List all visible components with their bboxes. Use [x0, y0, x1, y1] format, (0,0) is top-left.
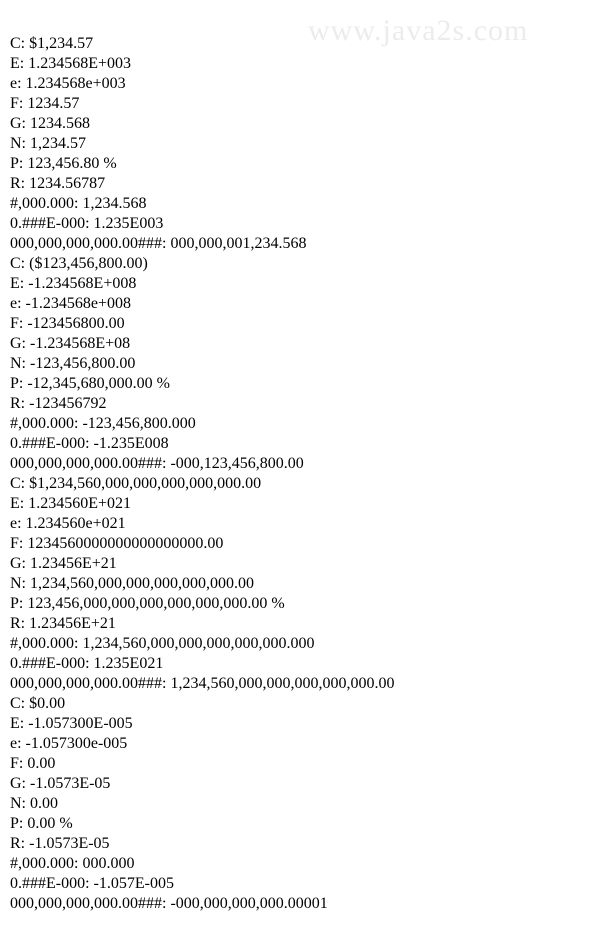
- output-line: 0.###E-000: -1.057E-005: [10, 875, 174, 892]
- output-line: C: $0.00: [10, 695, 66, 712]
- output-line: N: -123,456,800.00: [10, 355, 136, 372]
- output-line: #,000.000: 1,234,560,000,000,000,000,000.000: [10, 635, 315, 652]
- output-line: N: 0.00: [10, 795, 58, 812]
- output-line: P: 123,456.80 %: [10, 155, 117, 172]
- output-line: 000,000,000,000.00###: -000,000,000,000.00001: [10, 895, 328, 912]
- output-line: #,000.000: 000.000: [10, 855, 135, 872]
- output-line: R: -1.0573E-05: [10, 835, 110, 852]
- output-line: #,000.000: 1,234.568: [10, 195, 147, 212]
- output-line: P: 123,456,000,000,000,000,000,000.00 %: [10, 595, 285, 612]
- output-line: 000,000,000,000.00###: 000,000,001,234.568: [10, 235, 307, 252]
- output-line: P: 0.00 %: [10, 815, 73, 832]
- output-line: 0.###E-000: 1.235E003: [10, 215, 164, 232]
- output-line: e: 1.234560e+021: [10, 515, 126, 532]
- output-line: F: 0.00: [10, 755, 56, 772]
- output-line: e: -1.234568e+008: [10, 295, 131, 312]
- output-line: 000,000,000,000.00###: 1,234,560,000,000,000,000,000.00: [10, 675, 395, 692]
- output-line: 0.###E-000: 1.235E021: [10, 655, 164, 672]
- output-line: N: 1,234.57: [10, 135, 86, 152]
- console-output: [10, 34, 394, 914]
- output-line: G: -1.234568E+08: [10, 335, 131, 352]
- output-line: G: 1.23456E+21: [10, 555, 117, 572]
- output-line: F: 1234.57: [10, 95, 80, 112]
- output-line: R: -123456792: [10, 395, 107, 412]
- output-line: E: -1.057300E-005: [10, 715, 133, 732]
- output-line: e: 1.234568e+003: [10, 75, 126, 92]
- output-line: #,000.000: -123,456,800.000: [10, 415, 196, 432]
- watermark-text: www.java2s.com: [308, 14, 529, 47]
- output-line: F: 1234560000000000000000.00: [10, 535, 224, 552]
- output-line: E: 1.234560E+021: [10, 495, 132, 512]
- output-line: E: -1.234568E+008: [10, 275, 137, 292]
- output-line: 0.###E-000: -1.235E008: [10, 435, 169, 452]
- output-line: C: $1,234,560,000,000,000,000,000.00: [10, 475, 262, 492]
- output-line: P: -12,345,680,000.00 %: [10, 375, 170, 392]
- output-line: E: 1.234568E+003: [10, 55, 132, 72]
- output-line: C: ($123,456,800.00): [10, 255, 148, 272]
- output-line: 000,000,000,000.00###: -000,123,456,800.00: [10, 455, 304, 472]
- output-line: R: 1234.56787: [10, 175, 106, 192]
- output-line: G: 1234.568: [10, 115, 90, 132]
- output-line: e: -1.057300e-005: [10, 735, 128, 752]
- output-line: N: 1,234,560,000,000,000,000,000.00: [10, 575, 254, 592]
- output-line: R: 1.23456E+21: [10, 615, 116, 632]
- output-line: C: $1,234.57: [10, 35, 94, 52]
- output-line: G: -1.0573E-05: [10, 775, 111, 792]
- output-line: F: -123456800.00: [10, 315, 125, 332]
